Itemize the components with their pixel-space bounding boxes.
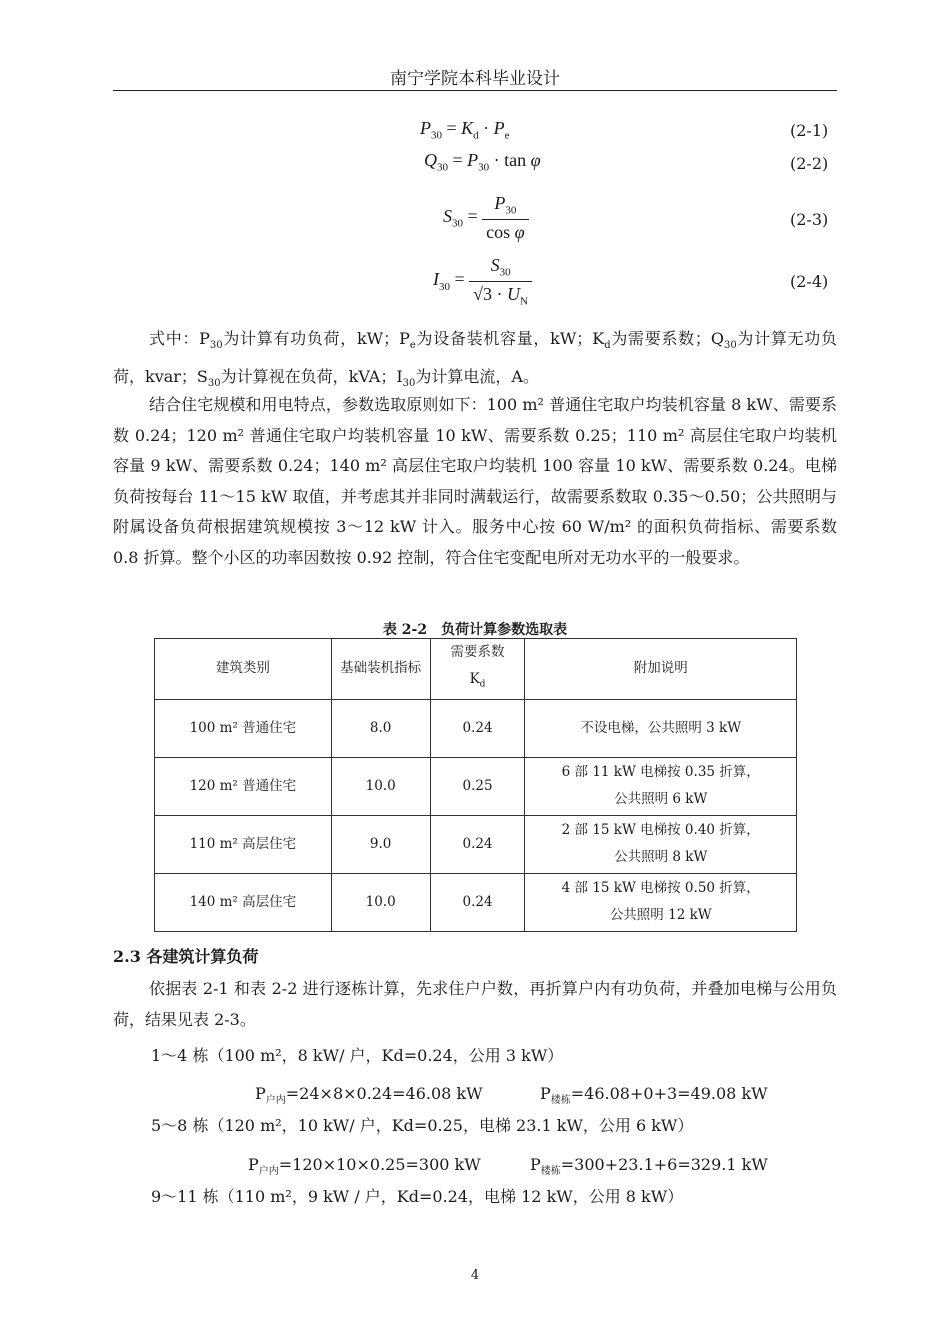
cell-kd: 0.24 [430,815,525,873]
table-row [155,757,797,815]
building-1-4-indoor-load: $P_{户内}=24\times 8\times 0.24=46.08$ kW [255,1084,483,1107]
cell-note: 6 部 11 kW 电梯按 0.35 折算， 公共照明 6 kW [525,757,797,815]
equation-2-4: $I_{30}$ = $\frac{S_{30}}{√3 \cdot U_N}$ [433,255,532,307]
load-parameter-table [154,638,797,932]
column-header-category: 建筑类别 [155,639,332,700]
equation-number: (2-3) [790,210,829,229]
cell-index: 10.0 [331,757,430,815]
cell-note: 不设电梯，公共照明 3 kW [525,699,797,757]
building-5-8-indoor-load: $P_{户内}=120\times 10\times 0.25=300$ kW [248,1155,481,1178]
equation-2-1: $P_{30} = K_d \cdot P_e$ [420,118,510,142]
cell-category: 140 m² 高层住宅 [155,873,332,931]
cell-index: 9.0 [331,815,430,873]
cell-category: 100 m² 普通住宅 [155,699,332,757]
table-row [155,699,797,757]
column-header-note: 附加说明 [525,639,797,700]
building-1-4-label: 1～4 栋（100 m²，8 kW/ 户，Kd=0.24，公用 3 kW） [151,1046,564,1065]
equation-number: (2-4) [790,272,829,291]
building-5-8-label: 5～8 栋（120 m²，10 kW/ 户，Kd=0.25，电梯 23.1 kW，公用 6 kW） [151,1116,694,1135]
cell-kd: 0.24 [430,699,525,757]
cell-kd: 0.24 [430,873,525,931]
page-header: 南宁学院本科毕业设计 [390,69,560,89]
equation-2-3: $S_{30}$ = $\frac{P_{30}}{\text{cos φ}}$ [443,193,529,243]
parameter-paragraph: 结合住宅规模和用电特点，参数选取原则如下：100 m² 普通住宅取户均装机容量 8 kW、需要系数 0.24；120 m² 普通住宅取户均装机容量 10 kW、需要系数 0.25；110 m² 高层住宅取户均装机容量 9 kW、需要系数 0.24；140 m² 高层住宅取户均装机 100 容量 10 kW、需要系数 0.24。电梯负荷按每台 11～15 kW 取值，并考虑其并非同时满载运行，故需要系数取 0.35～0.50；公共照明与附属设备负荷根据建筑规模按 3～12 kW 计入。服务中心按 60 W/m² 的面积负荷指标、需要系数 0.8 折算。整个小区的功率因数按 0.92 控制，符合住宅变配电所对无功水平的一般要求。 [113,395,837,567]
page-number: 4 [470,1268,480,1283]
symbol-definitions: 式中：$P_{30}$为计算有功负荷，kW；$P_e$为设备装机容量，kW；$K_d$为需要系数；$Q_{30}$为计算无功负荷，kvar；$S_{30}$为计算视在负荷，kVA；$I_{30}$为计算电流，A。 [113,329,837,389]
header-rule [113,90,837,91]
equation-number: (2-2) [790,154,829,173]
calculation-intro: 依据表 2-1 和表 2-2 进行逐栋计算，先求住户户数，再折算户内有功负荷，并叠加电梯与公用负荷，结果见表 2-3。 [113,979,837,1029]
table-caption: 表 2-2 负荷计算参数选取表 [382,622,568,638]
column-header-index: 基础装机指标 [331,639,430,700]
column-header-kd: 需要系数 $K_d$ [430,639,525,700]
section-heading: 2.3 各建筑计算负荷 [113,947,259,966]
cell-note: 2 部 15 kW 电梯按 0.40 折算， 公共照明 8 kW [525,815,797,873]
equation-2-2: $Q_{30} = P_{30} \cdot \tan \varphi$ [424,150,541,174]
building-5-8-total-load: $P_{楼栋}=300+23.1+6=329.1$ kW [530,1155,768,1178]
cell-category: 120 m² 普通住宅 [155,757,332,815]
building-1-4-total-load: $P_{楼栋}=46.08+0+3=49.08$ kW [540,1084,768,1107]
table-row [155,873,797,931]
table-row [155,815,797,873]
cell-note: 4 部 15 kW 电梯按 0.50 折算， 公共照明 12 kW [525,873,797,931]
equation-number: (2-1) [790,121,829,140]
cell-category: 110 m² 高层住宅 [155,815,332,873]
building-9-11-label: 9～11 栋（110 m²，9 kW / 户，Kd=0.24，电梯 12 kW，公用 8 kW） [151,1187,684,1206]
cell-index: 8.0 [331,699,430,757]
cell-kd: 0.25 [430,757,525,815]
table-header-row [155,639,797,700]
cell-index: 10.0 [331,873,430,931]
